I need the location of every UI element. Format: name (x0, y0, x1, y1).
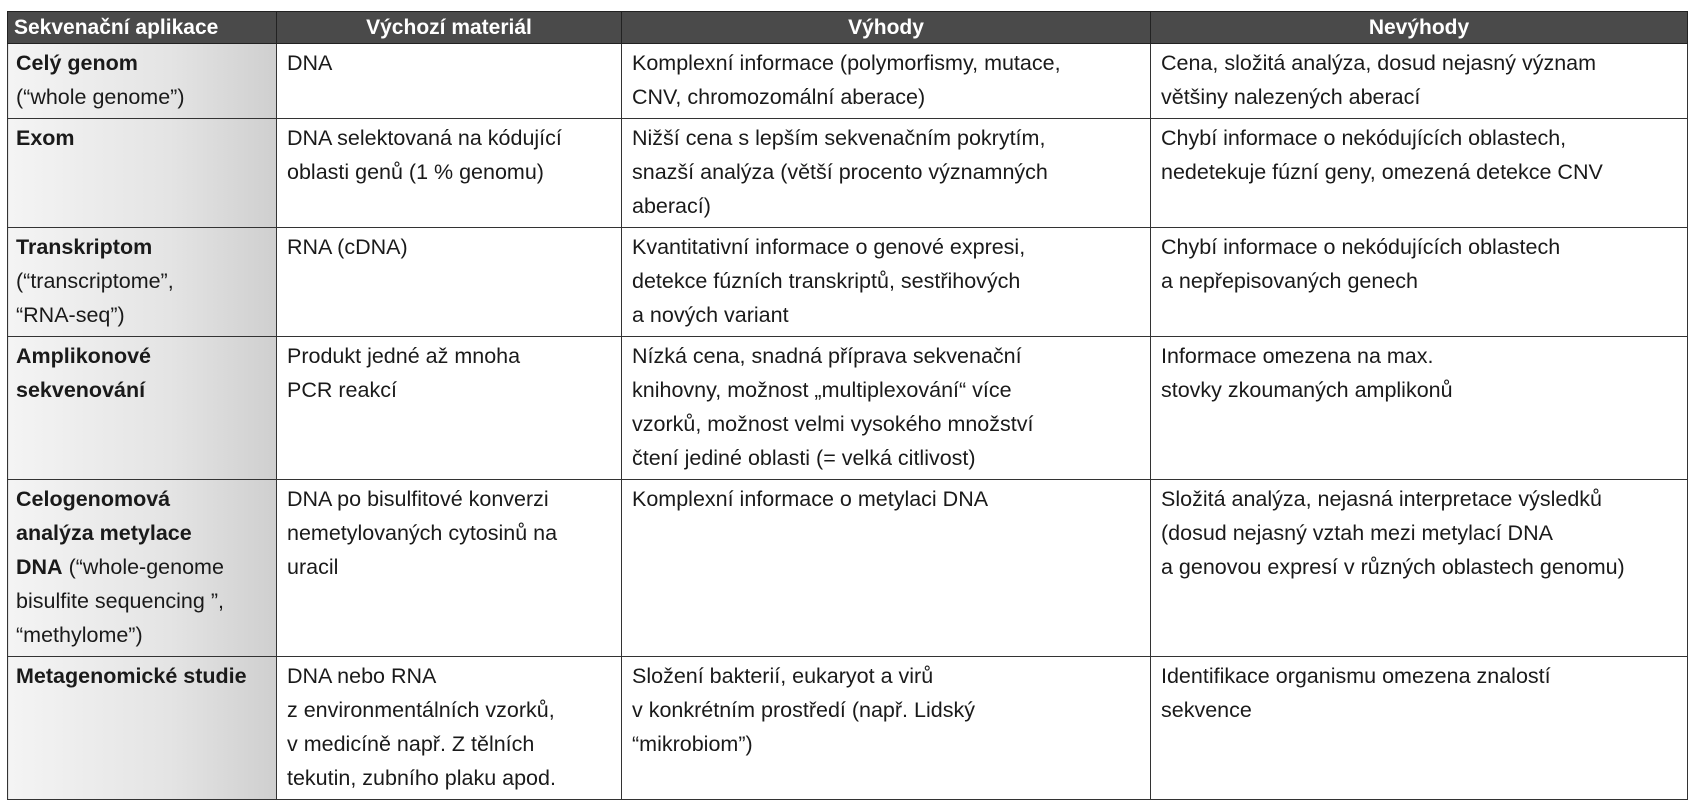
cell-material-line: nemetylovaných cytosinů na (287, 521, 558, 545)
cell-disadvantages (1151, 228, 1688, 337)
cell-material-line: DNA selektovaná na kódující (287, 126, 562, 150)
cell-advantages-line: čtení jediné oblasti (= velká citlivost) (632, 446, 976, 470)
application-line (16, 298, 266, 332)
cell-material-line: z environmentálních vzorků, (287, 698, 555, 722)
table-wrapper (7, 11, 1687, 800)
table-row (8, 228, 1688, 337)
application-name: Metagenomické studie (16, 664, 247, 688)
application-line (16, 230, 266, 264)
cell-advantages-line: Kvantitativní informace o genové expresi, (632, 235, 1026, 259)
cell-advantages (622, 228, 1151, 337)
cell-material (277, 44, 622, 119)
cell-advantages-line: detekce fúzních transkriptů, sestřihových (632, 269, 1021, 293)
cell-material-line: DNA nebo RNA (287, 664, 437, 688)
table-row (8, 44, 1688, 119)
application-name: Exom (16, 126, 75, 150)
cell-advantages-line: vzorků, možnost velmi vysokého množství (632, 412, 1034, 436)
application-name: sekvenování (16, 378, 146, 402)
cell-advantages-line: v konkrétním prostředí (např. Lidský (632, 698, 975, 722)
application-name: Transkriptom (16, 235, 153, 259)
cell-material-line: oblasti genů (1 % genomu) (287, 160, 544, 184)
cell-advantages-line: Nízká cena, snadná příprava sekvenační (632, 344, 1022, 368)
application-subtitle: “RNA-seq”) (16, 303, 125, 327)
application-name: Celý genom (16, 51, 138, 75)
header-advantages: Výhody (622, 12, 1151, 44)
cell-material (277, 337, 622, 480)
cell-advantages-line: CNV, chromozomální aberace) (632, 85, 926, 109)
cell-disadvantages (1151, 480, 1688, 657)
cell-disadvantages-line: většiny nalezených aberací (1161, 85, 1421, 109)
cell-advantages (622, 657, 1151, 800)
application-subtitle: bisulfite sequencing ”, (16, 589, 224, 613)
cell-advantages-line: Složení bakterií, eukaryot a virů (632, 664, 934, 688)
cell-material (277, 228, 622, 337)
table-row (8, 480, 1688, 657)
application-name: analýza metylace (16, 521, 192, 545)
cell-disadvantages-line: Chybí informace o nekódujících oblastech (1161, 235, 1561, 259)
cell-material-line: v medicíně např. Z tělních (287, 732, 535, 756)
cell-application (8, 337, 277, 480)
application-subtitle: (“transcriptome”, (16, 269, 174, 293)
application-line (16, 618, 266, 652)
application-line (16, 550, 266, 584)
table-body (8, 44, 1688, 800)
cell-disadvantages-line: Složitá analýza, nejasná interpretace výsledků (1161, 487, 1603, 511)
cell-disadvantages-line: Identifikace organismu omezena znalostí (1161, 664, 1551, 688)
cell-advantages-line: aberací) (632, 194, 711, 218)
application-subtitle: “methylome”) (16, 623, 143, 647)
cell-application (8, 480, 277, 657)
cell-application (8, 228, 277, 337)
application-line (16, 482, 266, 516)
cell-material-line: PCR reakcí (287, 378, 397, 402)
cell-material-line: uracil (287, 555, 339, 579)
cell-application (8, 44, 277, 119)
application-line (16, 584, 266, 618)
cell-material-line: RNA (cDNA) (287, 235, 408, 259)
application-line (16, 659, 266, 693)
cell-material (277, 480, 622, 657)
cell-disadvantages (1151, 657, 1688, 800)
table-row (8, 119, 1688, 228)
cell-advantages-line: Nižší cena s lepším sekvenačním pokrytím, (632, 126, 1046, 150)
cell-advantages-line: “mikrobiom”) (632, 732, 753, 756)
cell-material (277, 657, 622, 800)
header-application: Sekvenační aplikace (8, 12, 277, 44)
cell-material (277, 119, 622, 228)
cell-disadvantages-line: Cena, složitá analýza, dosud nejasný význam (1161, 51, 1597, 75)
cell-material-line: DNA (287, 51, 333, 75)
cell-material-line: DNA po bisulfitové konverzi (287, 487, 549, 511)
application-line (16, 373, 266, 407)
header-row (8, 12, 1688, 44)
cell-disadvantages-line: (dosud nejasný vztah mezi metylací DNA (1161, 521, 1553, 545)
cell-disadvantages-line: Informace omezena na max. (1161, 344, 1434, 368)
cell-disadvantages (1151, 119, 1688, 228)
application-line (16, 516, 266, 550)
cell-material-line: Produkt jedné až mnoha (287, 344, 521, 368)
cell-disadvantages-line: stovky zkoumaných amplikonů (1161, 378, 1453, 402)
cell-advantages-line: knihovny, možnost „multiplexování“ více (632, 378, 1012, 402)
cell-advantages (622, 44, 1151, 119)
application-line (16, 339, 266, 373)
application-line (16, 80, 266, 114)
cell-advantages-line: a nových variant (632, 303, 789, 327)
sequencing-applications-table (7, 11, 1688, 800)
cell-disadvantages-line: a genovou expresí v různých oblastech genomu) (1161, 555, 1625, 579)
header-disadvantages: Nevýhody (1151, 12, 1688, 44)
cell-advantages (622, 337, 1151, 480)
application-subtitle: (“whole genome”) (16, 85, 185, 109)
application-line (16, 46, 266, 80)
application-name: DNA (16, 555, 63, 579)
cell-disadvantages (1151, 337, 1688, 480)
cell-disadvantages-line: nedetekuje fúzní geny, omezená detekce CNV (1161, 160, 1603, 184)
cell-disadvantages-line: sekvence (1161, 698, 1252, 722)
cell-advantages-line: snazší analýza (větší procento významných (632, 160, 1048, 184)
application-name: Amplikonové (16, 344, 151, 368)
cell-disadvantages (1151, 44, 1688, 119)
application-line (16, 121, 266, 155)
table-row (8, 657, 1688, 800)
cell-disadvantages-line: a nepřepisovaných genech (1161, 269, 1418, 293)
cell-advantages-line: Komplexní informace o metylaci DNA (632, 487, 989, 511)
cell-application (8, 657, 277, 800)
application-subtitle: (“whole-genome (62, 555, 224, 579)
cell-advantages-line: Komplexní informace (polymorfismy, mutace, (632, 51, 1061, 75)
cell-application (8, 119, 277, 228)
cell-material-line: tekutin, zubního plaku apod. (287, 766, 556, 790)
application-line (16, 264, 266, 298)
cell-disadvantages-line: Chybí informace o nekódujících oblastech, (1161, 126, 1567, 150)
header-material: Výchozí materiál (277, 12, 622, 44)
table-row (8, 337, 1688, 480)
application-name: Celogenomová (16, 487, 171, 511)
cell-advantages (622, 480, 1151, 657)
cell-advantages (622, 119, 1151, 228)
